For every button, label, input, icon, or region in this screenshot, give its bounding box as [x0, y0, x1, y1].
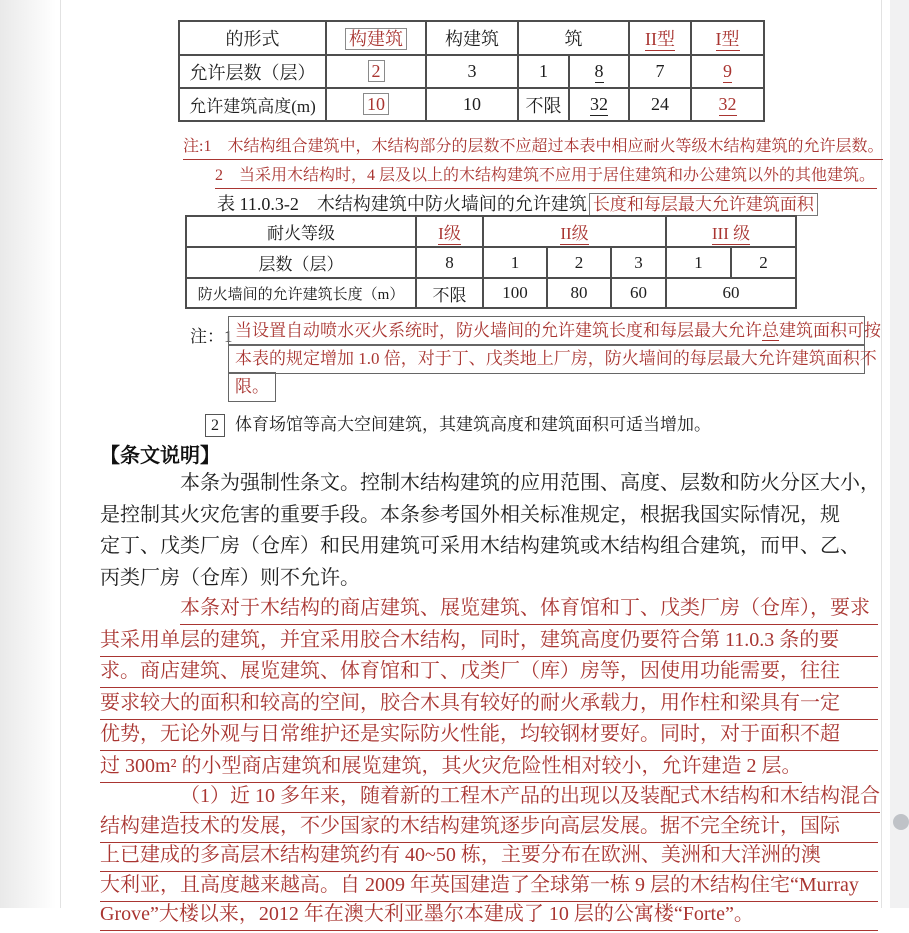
line-text-red: Grove”大楼以来，2012 年在澳大利亚墨尔本建成了 10 层的公寓楼“Forte”。	[100, 903, 878, 931]
para2-line	[100, 629, 878, 661]
t1-header-type2	[629, 21, 691, 55]
table2-note-box-line1	[228, 316, 881, 346]
section-heading: 【条文说明】	[100, 445, 220, 467]
para2-line	[100, 755, 878, 787]
line-text-red: 求。商店建筑、展览建筑、体育馆和丁、戊类厂（库）房等，因使用功能需要，往往	[100, 660, 878, 688]
t1-header-col2	[326, 21, 426, 55]
table2-note-boxes	[228, 316, 881, 402]
note-text: 当设置自动喷水灭火系统时，防火墙间的允许建筑长度和每层最大允许	[235, 321, 762, 340]
t2-header-grade-label	[186, 216, 416, 247]
cell-value-underlined: 32	[590, 94, 608, 114]
line-text-red: 结构建造技术的发展，不少国家的木结构建筑逐步向高层发展。据不完全统计，国际	[100, 815, 878, 843]
cell-value: 1	[539, 61, 548, 81]
t1-cell	[326, 55, 426, 88]
t2-cell	[731, 247, 796, 278]
scrollbar-track[interactable]	[890, 0, 909, 908]
t1-cell	[691, 55, 764, 88]
cell-value: 60	[722, 283, 740, 302]
cell-value-red-boxed: 2	[368, 60, 385, 82]
t2-cell	[611, 278, 666, 308]
t1-row-height-label	[179, 88, 326, 121]
cell-value: 7	[655, 61, 665, 81]
para2-line	[100, 660, 878, 692]
note-item2-number: 2	[205, 414, 225, 437]
para1-line	[100, 504, 878, 536]
line-text-red: 优势，无论外观与日常维护还是实际防火性能，均较钢材要好。同时，对于面积不超	[100, 723, 878, 751]
line-text: 定丁、戊类厂房（仓库）和民用建筑可采用木结构建筑或木结构组合建筑，而甲、乙、	[100, 535, 860, 557]
t2-row-stories-label	[186, 247, 416, 278]
cell-value: 3	[634, 252, 643, 272]
t2-cell	[547, 278, 611, 308]
para1-line	[100, 535, 878, 567]
para3-line	[100, 815, 878, 845]
t2-cell	[416, 247, 483, 278]
para3-line	[100, 874, 878, 904]
t1-header-col3	[426, 21, 518, 55]
line-text-red: 要求较大的面积和较高的空间，胶合木具有较好的耐火承载力，用作柱和梁具有一定	[100, 692, 878, 720]
para1-line	[100, 567, 878, 599]
note-text: 建筑面积可按	[779, 321, 881, 340]
t1-cell	[518, 55, 569, 88]
line-text: 丙类厂房（仓库）则不允许。	[100, 566, 360, 589]
t2-cell	[483, 247, 547, 278]
table2-note-item2	[205, 410, 711, 437]
t1-header-type1	[691, 21, 764, 55]
cell-value-underlined: 8	[594, 61, 604, 81]
para3-line-clipped	[100, 903, 878, 933]
t1-row-stories-label	[179, 55, 326, 88]
t2-header-grade3	[666, 216, 796, 247]
line-text-red: 其采用单层的建筑，并宜采用胶合木结构，同时，建筑高度仍要符合第 11.0.3 条的要	[100, 629, 878, 657]
t1-header-col2-red: 构建筑	[345, 28, 407, 50]
line-text: 是控制其火灾危害的重要手段。本条参考国外相关标准规定，根据我国实际情况，规	[100, 503, 840, 526]
line-text-red: 上已建成的多高层木结构建筑约有 40~50 栋，主要分布在欧洲、美洲和大洋洲的澳	[100, 844, 878, 872]
cell-text: 耐火等级	[267, 224, 335, 243]
page-left-shadow	[0, 0, 56, 908]
t1-header-col4-label: 筑	[564, 29, 583, 49]
para2-line	[100, 692, 878, 724]
table-row	[186, 278, 796, 308]
t1-cell	[426, 88, 518, 121]
t1-cell	[629, 88, 691, 121]
line-text: 本条为强制性条文。控制木结构建筑的应用范围、高度、层数和防火分区大小，	[180, 472, 880, 494]
table-row	[186, 216, 796, 247]
para2-line	[100, 723, 878, 755]
t1-cell	[629, 55, 691, 88]
cell-value: 不限	[525, 95, 562, 116]
t1-cell	[569, 88, 629, 121]
cell-value-red-underlined: 9	[723, 61, 732, 81]
cell-red-underlined: III 级	[711, 224, 751, 243]
page-left-edge	[60, 0, 61, 908]
line-text-red: 过 300m² 的小型商店建筑和展览建筑，其火灾危险性相对较小，允许建造 2 层。	[100, 755, 802, 783]
t1-header-col3-label: 构建筑	[445, 29, 499, 49]
t1-header-col4	[518, 21, 629, 55]
scrollbar-handle[interactable]	[893, 814, 909, 830]
t2-cell	[666, 247, 731, 278]
t1-header-type1-label: I型	[715, 29, 740, 49]
t1-header-form-label: 的形式	[225, 29, 280, 49]
table2-title-black: 表 11.0.3-2 木结构建筑中防火墙间的允许建筑	[217, 194, 587, 214]
t2-cell	[483, 278, 547, 308]
paragraph-1	[100, 472, 878, 598]
t1-header-type2-label: II型	[645, 29, 675, 49]
table2-note-box-line2: 本表的规定增加 1.0 倍，对于丁、戊类地上厂房，防火墙间的每层最大允许建筑面积不	[228, 344, 865, 374]
para2-line	[100, 597, 878, 629]
cell-value: 60	[630, 283, 647, 302]
table1-note-1: 注:1 木结构组合建筑中，木结构部分的层数不应超过本表中相应耐火等级木结构建筑的允许层数。	[183, 133, 883, 160]
paragraph-3-revision	[100, 785, 878, 933]
table2-note-label: 注：1	[190, 327, 233, 346]
cell-value: 1	[510, 252, 520, 272]
table2-title	[217, 190, 818, 216]
para3-line	[100, 844, 878, 874]
cell-value: 80	[570, 283, 588, 302]
t1-cell	[326, 88, 426, 121]
table-row	[179, 55, 764, 88]
cell-value: 3	[467, 61, 477, 81]
line-text-red: （1）近 10 多年来，随着新的工程木产品的出现以及装配式木结构和木结构混合	[180, 785, 880, 813]
paragraph-2-revision	[100, 597, 878, 786]
cell-value: 2	[574, 252, 584, 272]
line-text-red: 大利亚，且高度越来越高。自 2009 年英国建造了全球第一栋 9 层的木结构住宅“Murray	[100, 874, 878, 902]
cell-value: 不限	[432, 285, 467, 305]
t2-cell	[416, 278, 483, 308]
para1-line	[100, 472, 878, 504]
t2-cell	[547, 247, 611, 278]
cell-red-underlined: II级	[560, 224, 589, 243]
table-row	[179, 88, 764, 121]
cell-text: 允许建筑高度(m)	[189, 97, 316, 116]
cell-value: 100	[502, 283, 528, 302]
cell-value: 1	[694, 252, 703, 272]
table2-title-red-boxed: 长度和每层最大允许建筑面积	[589, 193, 818, 216]
table-allowed-stories-heights	[178, 20, 765, 122]
table2-note-box-line3: 限。	[228, 372, 276, 402]
cell-value: 10	[463, 94, 481, 114]
cell-value: 8	[445, 252, 454, 272]
cell-red-underlined: I级	[438, 224, 461, 243]
table-firewall-length	[185, 215, 797, 309]
t2-cell	[611, 247, 666, 278]
cell-value-red-boxed: 10	[363, 93, 389, 115]
t1-cell	[569, 55, 629, 88]
cell-text: 层数（层）	[258, 255, 344, 274]
note-text-underlined: 总	[762, 321, 779, 340]
table-row	[186, 247, 796, 278]
table-row	[179, 21, 764, 55]
line-text-red: 本条对于木结构的商店建筑、展览建筑、体育馆和丁、戊类厂房（仓库），要求	[180, 597, 878, 625]
t2-row-length-label	[186, 278, 416, 308]
table1-note-2: 2 当采用木结构时，4 层及以上的木结构建筑不应用于居住建筑和办公建筑以外的其他建筑。	[215, 162, 877, 189]
note-item2-text: 体育场馆等高大空间建筑，其建筑高度和建筑面积可适当增加。	[235, 415, 711, 434]
t2-cell	[666, 278, 796, 308]
t1-header-form	[179, 21, 326, 55]
cell-text: 防火墙间的允许建筑长度（m）	[197, 286, 405, 303]
cell-value: 24	[651, 94, 669, 114]
para3-line	[100, 785, 878, 815]
t1-cell	[691, 88, 764, 121]
t1-cell	[518, 88, 569, 121]
cell-value: 2	[759, 252, 768, 272]
t1-cell	[426, 55, 518, 88]
t2-header-grade1	[416, 216, 483, 247]
t2-header-grade2	[483, 216, 666, 247]
cell-value-red-underlined: 32	[718, 94, 737, 114]
cell-text: 允许层数（层）	[189, 62, 316, 83]
